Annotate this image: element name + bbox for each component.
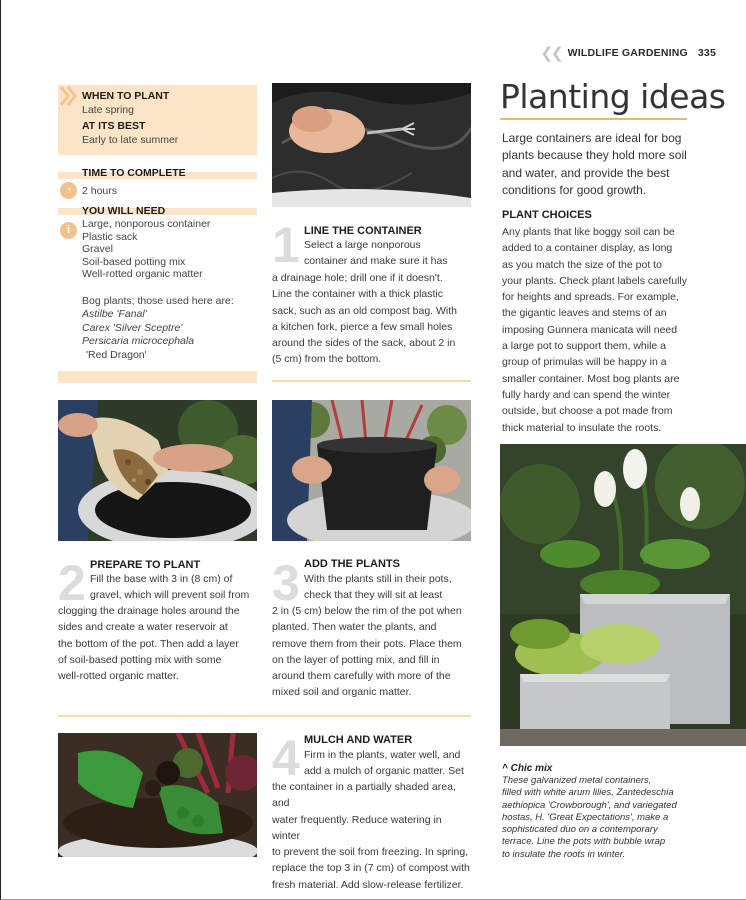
step-4-text [272, 779, 472, 893]
when-to-plant-label: WHEN TO PLANT [82, 90, 170, 102]
at-its-best-label: AT ITS BEST [82, 120, 146, 133]
text-line: These galvanized metal containers, [502, 775, 652, 786]
list-item: Carex 'Silver Sceptre' [82, 321, 183, 334]
text-line: to prevent the soil from freezing. In spring, [272, 846, 469, 859]
photo-line-container [272, 83, 471, 207]
text-line: Large containers are ideal for bog [502, 131, 682, 145]
text-line: the container in a partially shaded area, and [272, 781, 456, 810]
text-line: sack, such as an old compost bag. With [272, 304, 458, 317]
at-its-best-value: Early to late summer [82, 133, 179, 146]
step-1-text-indented [304, 237, 448, 270]
text-line: Any plants that like boggy soil can be [502, 226, 675, 238]
text-line: for heights and spreads. For example, [502, 291, 679, 304]
text-line: group of primulas will be happy in a [502, 356, 667, 369]
caption-title: ^ Chic mix [502, 763, 553, 774]
text-line: fresh material. Add slow-release fertilizer. [272, 878, 464, 891]
text-line: on the layer of potting mix, and fill in [272, 653, 440, 666]
step-3-title: ADD THE PLANTS [304, 558, 400, 570]
photo-add-plants [272, 400, 471, 541]
list-item: Persicaria microcephala [82, 335, 195, 348]
list-item: Large, nonporous container [82, 218, 211, 230]
step-2-text-indented [90, 571, 249, 604]
text-line: a large pot to support them, while a [502, 340, 667, 353]
step-2-text [58, 603, 258, 684]
step-2-number: 2 [58, 555, 86, 611]
text-line: around them carefully with more of the [272, 670, 451, 683]
page-number: 335 [697, 46, 716, 59]
text-line: replace the top 3 in (7 cm) of compost with [272, 862, 470, 875]
text-line: conditions for good growth. [502, 182, 647, 197]
divider [272, 380, 471, 382]
text-line: container and make sure it has [304, 255, 448, 268]
text-line: hostas, H. 'Great Expectations', make a [502, 811, 669, 823]
plant-choices-heading: PLANT CHOICES [502, 209, 592, 221]
list-item: Well-rotted organic matter [82, 268, 203, 281]
text-line: added to a container display, as long [502, 242, 673, 255]
text-line: sophisticated duo on a contemporary [502, 824, 658, 836]
text-line: 2 in (5 cm) below the rim of the pot when [272, 605, 462, 617]
planting-info-box [58, 85, 257, 155]
list-item: 'Red Dragon' [86, 348, 147, 361]
text-line: gravel, which will prevent soil from [90, 589, 250, 602]
text-line: as you match the size of the pot to [502, 258, 662, 271]
step-1-text [272, 270, 472, 368]
plants-list [82, 295, 257, 362]
text-line: remove them from their pots. Place them [272, 637, 462, 650]
text-line: imposing Gunnera manicata will need [502, 323, 678, 336]
text-line: to insulate the roots in winter. [502, 848, 626, 860]
text-line: and water, and provide the best [502, 165, 670, 180]
chevron-left-icon: ❮❮ [540, 45, 562, 62]
text-line: check that they will sit at least [304, 589, 443, 602]
text-line: filled with white arum lilies, Zantedeschia [502, 787, 674, 799]
photo-mulch-and-water [58, 733, 257, 857]
when-to-plant-value: Late spring [82, 103, 134, 116]
plant-choices-text [502, 224, 688, 436]
clock-icon: ◔ [60, 182, 77, 199]
text-line: water frequently. Reduce watering in winter [272, 813, 442, 842]
divider [58, 715, 471, 717]
title-underline [500, 118, 687, 120]
text-line: planted. Then water the plants, and [272, 621, 437, 634]
step-4-number: 4 [272, 730, 300, 786]
text-line: well-rotted organic matter. [58, 670, 179, 683]
step-1-number: 1 [272, 217, 300, 273]
text-line: (5 cm) from the bottom. [272, 353, 382, 366]
list-item: Soil-based potting mix [82, 255, 186, 268]
page-title: Planting ideas [500, 77, 726, 116]
text-line: your plants. Check plant labels carefully [502, 274, 688, 287]
caption-text [502, 775, 682, 861]
text-line: terrace. Line the pots with bubble wrap [502, 836, 666, 848]
text-line: mixed soil and organic matter. [272, 686, 412, 699]
step-2-title: PREPARE TO PLANT [90, 559, 201, 571]
text-line: around the sides of the sack, about 2 in [272, 337, 456, 350]
running-head [540, 44, 716, 64]
text-line: plants because they hold more soil [502, 148, 687, 163]
text-line: the bottom of the pot. Then add a layer [58, 637, 239, 650]
photo-chic-mix [500, 444, 746, 746]
step-3-text [272, 603, 472, 701]
step-3-text-indented [304, 571, 452, 604]
step-4-title: MULCH AND WATER [304, 734, 413, 746]
text-line: add a mulch of organic matter. Set [304, 765, 464, 778]
list-item: Astilbe 'Fanal' [82, 308, 147, 321]
time-to-complete-value: 2 hours [82, 185, 118, 197]
chevron-arrow-icon [58, 85, 78, 107]
step-3-number: 3 [272, 555, 300, 611]
text-line: Line the container with a thick plastic [272, 288, 444, 301]
text-line: outside, but choose a pot made from [502, 405, 673, 418]
text-line: sides and create a water reservoir at [58, 621, 228, 634]
text-line: aethiopica 'Crowborough', and variegated [502, 799, 677, 811]
step-4-text-indented [304, 747, 464, 780]
text-line: smaller container. Most bog plants are [502, 372, 680, 385]
time-to-complete-label: TIME TO COMPLETE [82, 167, 186, 179]
text-line: fully hardy and can spend the winter [502, 388, 671, 401]
text-line: Select a large nonporous [304, 239, 421, 251]
text-line: of soil-based potting mix with some [58, 653, 222, 666]
list-item: Plastic sack [82, 230, 138, 243]
you-will-need-label: YOU WILL NEED [82, 205, 166, 217]
plants-intro: Bog plants; those used here are: [82, 295, 234, 307]
list-item: Gravel [82, 243, 113, 256]
text-line: clogging the drainage holes around the [58, 605, 240, 617]
text-line: a kitchen fork, pierce a few small holes [272, 320, 453, 333]
text-line: Fill the base with 3 in (8 cm) of [90, 573, 233, 585]
needs-list [82, 218, 257, 281]
info-icon: i [60, 222, 77, 239]
text-line: Firm in the plants, water well, and [304, 749, 461, 761]
step-1-title: LINE THE CONTAINER [304, 225, 422, 237]
text-line: thick material to insulate the roots. [502, 421, 662, 434]
sidebar-end-bar [58, 371, 257, 383]
photo-prepare-to-plant [58, 400, 257, 541]
text-line: With the plants still in their pots, [304, 573, 452, 585]
section-title: WILDLIFE GARDENING [567, 46, 688, 59]
text-line: the gigantic leaves and stems of an [502, 307, 667, 320]
intro-paragraph [502, 130, 692, 199]
text-line: a drainage hole; drill one if it doesn't. [272, 272, 443, 284]
